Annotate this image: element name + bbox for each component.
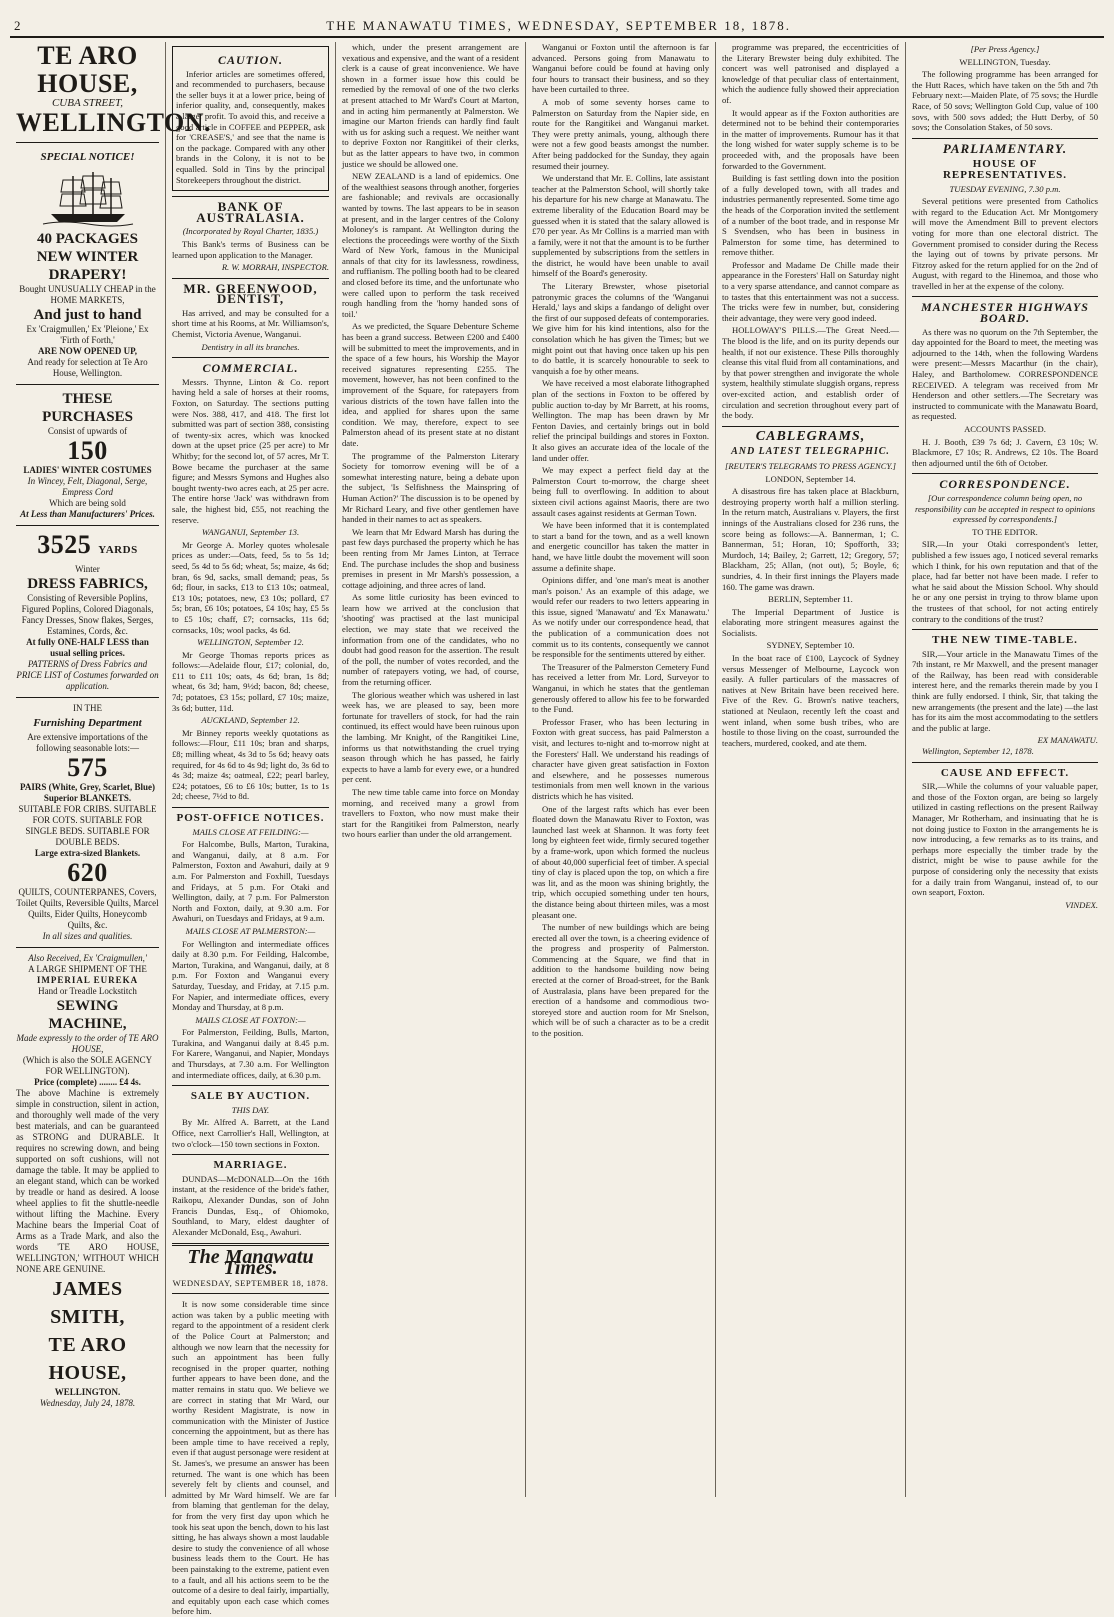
shop-street: CUBA STREET, — [51, 97, 124, 109]
marriage-text: DUNDAS—McDONALD—On the 16th instant, at the residence of the bride's father, Raikopu, Alexander Dundas, son of John Francis Dundas, Esq., of Ohiomoko, Southland, to Mary, eldest daughter of Alexander McDonald, Esq., Awahuri. — [172, 1173, 329, 1237]
mails-foxton: MAILS CLOSE AT FOXTON:— — [195, 1014, 306, 1025]
paper-title: The Manawatu Times. — [187, 1246, 314, 1279]
col4-article-2: A mob of some seventy horses came to Palmerston on Saturday from the Napier side, en route for the Rangitikei and Wanganui market. They were pretty animals, young, although there were not a few good beasts amongst the number. After being paddocked for the Sunday, they again resumed their journey. — [532, 96, 709, 171]
hand-treadle: Hand or Treadle Lockstitch — [38, 985, 137, 996]
col3-article-5: We learn that Mr Edward Marsh has during the past few days purchased the property which he has been renting from Mr James Linton, at Terrace End. The purchase includes the shop and business premises in present in Mr Marsh's possession, a cottage adjoining, and three acres of land. — [342, 526, 519, 590]
caution-text: Inferior articles are sometimes offered, and recommended to purchasers, because the seller buys it at a lower price, being of inferior quality, and, consequently, makes a larger profit. To avoid this, and receive a good article in COFFEE and PEPPER, ask for 'CREASE'S,' and see that the name is on the package. Compared with any other brands in the Colony, it is not to be equalled. Sold in Tins by the principal Storekeepers throughout the district. — [176, 68, 325, 185]
house-heading: HOUSE OF REPRESENTATIVES. — [942, 158, 1068, 181]
col5-article-2: It would appear as if the Foxton authorities are determined not to be behind their contemporaries in the matter of improvements. Rumour has it that the long wished for water supply scheme is to be proceeded with, and the proposals have been forwarded to the Government. — [722, 107, 899, 171]
cablegrams-heading: CABLEGRAMS, — [755, 428, 866, 444]
column-3 — [336, 42, 526, 1497]
col4-article-3: We understand that Mr. E. Collins, late assistant teacher at the Palmerston School, will shortly take his departure for his new charge at Manawatu. The extreme liberality of the Education Board may be guessed when it is stated that the salary allowed is £70 per year. As Mr Collins is a married man with a family, were it not that the amount is to be further supplemented by subscriptions from the settlers in the district, he would have been unable to avail himself of the Board's generosity. — [532, 173, 709, 279]
wanganui-dateline: WANGANUI, September 13. — [201, 527, 300, 538]
col4-article-12: The number of new buildings which are being erected all over the town, is a cheering evidence of the progress and prosperity of Palmerston. Commencing at the Square, we find that in addition to the handsome building now being erected at the corner of Broad-street, for the Bank of Australasia, plans have been prepared for the erection of a handsome and commodious two-storeyed store and auction room for Mr Snelson, which will be of such a character as to be a credit to the position. — [532, 922, 709, 1039]
col3-article-4: The programme of the Palmerston Literary Society for tomorrow evening will be of a somewhat interesting nature, being a debate upon the subject, 'Is Selfishness the Mainspring of Human Action?' The discussion is to be opened by Mr Richard Leary, and five other gentlemen have handed in their names to act as speakers. — [342, 450, 519, 525]
sale-heading: SALE BY AUCTION. — [190, 1090, 311, 1103]
bought-cheap: Bought UNUSUALLY CHEAP in the HOME MARKETS, — [19, 283, 156, 305]
proprietor-name: JAMES SMITH, — [50, 1277, 125, 1328]
patterns-notice: PATTERNS of Dress Fabrics and PRICE LIST of Costumes forwarded on application. — [16, 658, 159, 691]
mails-feilding-text: For Halcombe, Bulls, Marton, Turakina, and Wanganui, daily, at 8 a.m. For Palmerston, Foxton and Awahuri, daily at 9 a.m. For Palmerston and Foxhill, Tuesdays and Fridays, at 5 p.m. For Otaki and Wellington, daily, at 7 p.m. For Palmerston North and Foxton, daily, at 9.30 a.m. For Awahuri, on Tuesdays and Fridays, at 9 a.m. — [172, 839, 329, 924]
parliamentary-heading: PARLIAMENTARY. — [942, 140, 1068, 156]
col3-article-8: The new time table came into force on Monday morning, and received many a growl from travellers to Foxton, who now must make their start for the Rangitikei from Palmerston, nearly two hours earlier than under the old arrangement. — [342, 786, 519, 840]
machine-description: The above Machine is extremely simple in construction, silent in action, and thoroughly well made of the very best materials, and can be guaranteed as STRONG and DURABLE. It requires no screwing down, and being supported on soft cushions, will not damage the table. It may be applied to an elegant stand, which can be worked by treadle or hand as desired. A loose wheel applies to fit the shuttle-needle without lifting the Machine. Every Machine bears the Imperial Coat of Arms as a Trade Mark, and also the words 'TE ARO HOUSE, WELLINGTON,' WITHOUT WHICH NONE ARE GENUINE. — [16, 1087, 159, 1274]
quilts: QUILTS, COUNTERPANES, Covers, Toilet Quilts, Reversible Quilts, Marcel Quilts, Eider Quilts, Honeycomb Quilts, &c. — [16, 886, 159, 930]
ad-date: Wednesday, July 24, 1878. — [39, 1397, 136, 1408]
machine-price: £4 4s. — [119, 1076, 141, 1087]
column-4 — [526, 42, 716, 1497]
masthead-title: THE MANAWATU TIMES, WEDNESDAY, SEPTEMBER 18, 1878. — [326, 18, 791, 33]
proprietor-house: TE ARO HOUSE, — [48, 1333, 127, 1384]
reuters-note: [REUTER'S TELEGRAMS TO PRESS AGENCY.] — [725, 460, 896, 471]
bank-charter: (Incorporated by Royal Charter, 1835.) — [182, 226, 319, 237]
yards-label: YARDS — [98, 543, 138, 556]
cause-text: SIR,—While the columns of your valuable paper, and those of the Foxton organ, are being so largely utilized in casting reflections on the present Railway Manager, Mr Rotherham, and insinuating that he is not doing justice to Foxton in the arrangements he is now introducing, a few remarks as to its trains, and perhaps more especially the timber trade by the district, might be wise to pause awhile for the purpose of considering only the necessity that exists for a daily train from Wanganui, instead of, to our own seaport, Foxton. — [912, 781, 1098, 898]
correspondence-heading: CORRESPONDENCE. — [939, 477, 1071, 492]
col5-article-4: Professor and Madame De Chille made their appearance in the Foresters' Hall on Saturday night to a very sparse attendance, and cannot compare as to tastes that this entertainment was not a success. The tricks were few in number, but, considering their advantage, they were very good indeed. — [722, 259, 899, 323]
col4-article-11: One of the largest rafts which has ever been floated down the Manawatu River to Foxton, was launched last week at Shannon. It was forty feet long by eighteen feet wide, firmly secured together by a frame-work, upon which formed the nucleus of about 40,000 superficial feet of timber. A special tiny of clay is placed upon the top, on which a fire was lit, and as the moon was shining brightly, the trip, which occupied something under ten hours, the distance being about thirteen miles, was a most pleasant one. — [532, 803, 709, 920]
ships-list: Ex 'Craigmullen,' Ex 'Pleione,' Ex 'Firth of Forth,' — [26, 323, 149, 345]
commercial-heading: COMMERCIAL. — [202, 361, 299, 376]
costume-fabrics: In Wincey, Felt, Diagonal, Serge, Empress Cord — [27, 475, 148, 497]
purchases-heading: THESE PURCHASES — [42, 390, 133, 425]
ready-for-selection: And ready for selection at Te Aro House, Wellington. — [27, 356, 148, 378]
sale-subheading: THIS DAY. — [231, 1104, 270, 1115]
berlin-dateline: BERLIN, September 11. — [768, 594, 853, 605]
press-agency: [Per Press Agency.] — [970, 44, 1040, 54]
col5-article-1: programme was prepared, the eccentricities of the Literary Brewster being duly exhibited. The concert was well patronised and displayed a knowledge of that peculiar class of entertainment, which the audience fully showed their appreciation of. — [722, 42, 899, 105]
col4-article-6: We may expect a perfect field day at the Palmerston Court to-morrow, the charge sheet being full to overflowing. In addition to about sixteen civil actions against Maoris, there are two assault cases against residents at German Town. — [532, 465, 709, 518]
blanket-sizes: SUITABLE FOR CRIBS. SUITABLE FOR COTS. SUITABLE FOR SINGLE BEDS. SUITABLE FOR DOUBLE BEDS. — [18, 803, 157, 847]
mails-feilding: MAILS CLOSE AT FEILDING:— — [192, 826, 309, 837]
in-the: IN THE — [72, 702, 103, 713]
shop-city: WELLINGTON. — [16, 107, 212, 137]
price-label: Price (complete) — [34, 1076, 97, 1087]
post-office-heading: POST-OFFICE NOTICES. — [176, 812, 325, 824]
yards-number: 3525 — [37, 529, 92, 559]
paper-date: WEDNESDAY, SEPTEMBER 18, 1878. — [172, 1277, 329, 1288]
large-blankets: Large extra-sized Blankets. — [34, 847, 141, 858]
ladies-costumes: LADIES' WINTER COSTUMES — [23, 464, 152, 475]
tuesday-evening: TUESDAY EVENING, 7.30 p.m. — [949, 183, 1061, 194]
caution-heading: CAUTION. — [217, 53, 283, 67]
importations: Are extensive importations of the following seasonable lots:— — [27, 731, 148, 753]
consist-of: Consist of upwards of — [47, 425, 128, 436]
quilts-number: 620 — [67, 857, 108, 887]
less-than-manufacturers: At Less than Manufacturers' Prices. — [20, 508, 155, 519]
timetable-heading: THE NEW TIME-TABLE. — [932, 634, 1078, 647]
dress-fabrics: DRESS FABRICS, — [27, 575, 148, 592]
sailing-ship-illustration — [43, 170, 133, 226]
commercial-text: Messrs. Thynne, Linton & Co. report having held a sale of horses at their rooms, Foxton, on Saturday. The sections putting were Nos. 388, 417, and 418. The first lot submitted was part of section 388, consisting of twenty-six acres, which was knocked down at the upset price (25 per acre) to Mr Whitby; for the second lot, of 57 acres, Mr T. Bowe became the purchaser at the same figure; and Messrs Symons and Hughes also bought twenty-two acres each, at 25 per acre. The entire horse 'Jack' was withdrawn from sale, the highest bid, £55, not reaching the reserve. — [172, 376, 329, 525]
col3-article-6: As some little curiosity has been evinced to learn how we arrived at the conclusion that 'shooting' was practised at the last municipal election, we may state that we received the information from one of the candidates, who no doubt had good reason for the assertion. The result of the poll, the number of votes recorded, and the number of ratepayers voting, we had, of course, from the returning officer. — [342, 592, 519, 688]
col4-article-4: The Literary Brewster, whose pisetorial patronymic graces the columns of the 'Wanganui Herald,' lays and skips a fandango of delight over the first of our supposed defeats of contemporaries. We give him for his kind intentions, also for the consolation which he has given the Times; but we might point out that having once taken up his pen to do battle, it is scarcely honourable to seek to vanquish a foe by other means. — [532, 281, 709, 376]
sizes-qualities: In all sizes and qualities. — [42, 930, 133, 941]
correspondence-note: [Our correspondence column being open, no responsibility can be accepted in respect to opinions expressed by correspondents.] — [914, 492, 1096, 525]
cause-signature: VINDEX. — [1065, 899, 1098, 910]
packages-label: PACKAGES — [55, 230, 138, 247]
blankets: PAIRS (White, Grey, Scarlet, Blue) Superior BLANKETS. — [20, 781, 155, 803]
house-text: Several petitions were presented from Catholics with regard to the Education Act. Mr Montgomery will move the Amendment Bill to prevent electors voting for more than one electoral district. The Government promised to consider during the Recess the laying out of towns by private persons. Mr Fitzroy asked for the return applied for on the 2nd of August, with regard to the Hinemoa, and those who travelled in her at the expense of the colony. — [912, 196, 1098, 291]
bank-heading: BANK OF AUSTRALASIA. — [196, 199, 305, 225]
column-2 — [166, 42, 336, 1617]
winter-label: Winter — [75, 563, 100, 574]
accounts-heading: ACCOUNTS PASSED. — [964, 424, 1046, 434]
packages-number: 40 — [37, 230, 52, 247]
col3-article-1: which, under the present arrangement are vexatious and expensive, and the want of a resident clerk is a cause of great inconvenience. We have shown in a former issue how this could be remedied by the removal of one of the two clerks at present attached to Mr Ward's Court at Marton, and in acting him permanently at Palmerston. We imagine our Marton friends can hardly find fault with us for asking such a request. We neither want to deprive Foxton nor Rangitikei of their clerks, but as the latter appears to have two, in common justice we should be allowed one. — [342, 42, 519, 169]
auckland-prices: Mr Binney reports weekly quotations as follows:—Flour, £11 10s; bran and sharps, £8; milling wheat, 4s 3d to 5s 6d; heavy oats required, for 4s 6d to 4s 9d; light do, 3s 6d to 4s 3d; maize 4s; oatmeal, £22; pearl barley, £24; potatoes, £6 to £6 10s; butter, 1s to 1s 2d; cheese, 7½d to 8d. — [172, 727, 329, 802]
manchester-text: As there was no quorum on the 7th September, the day appointed for the Board to meet, the meeting was adjourned to the 14th, when the following Wardens were present:—Messrs Macarthur (in the chair), Haley, and Bartholomew. CORRESPONDENCE RECEIVED. A telegram was received from Mr Henderson and other settlers.—The Secretary was instructed to communicate with the Manawatu Board, as requested. — [912, 326, 1098, 422]
pairs-number: 575 — [67, 752, 108, 782]
bank-signature: R. W. MORRAH, INSPECTOR. — [221, 262, 329, 273]
large-shipment: A LARGE SHIPMENT OF THE — [28, 963, 147, 974]
sole-agency: (Which is also the SOLE AGENCY FOR WELLINGTON). — [22, 1054, 153, 1076]
also-received: Also Received, Ex 'Craigmullen,' — [28, 952, 147, 963]
marriage-heading: MARRIAGE. — [213, 1159, 288, 1172]
masthead-spacer — [1096, 18, 1100, 34]
sydney-text: In the boat race of £100, Laycock of Sydney versus Messenger of Melbourne, Laycock won easily. A fuller particulars of the massacres of natives at New Britain have been received here. Five of the Rev. G. Brown's native teachers, stationed at Neulaon, recently left the coast and went inland, when some bush tribes, who are hostile to those living on the coast, surrounded the teachers, murdered, cooked, and ate them. — [722, 653, 899, 748]
auckland-dateline: AUCKLAND, September 12. — [201, 715, 300, 726]
column-6 — [906, 42, 1104, 1497]
fabrics-consisting: Consisting of Reversible Poplins, Figured Poplins, Colored Diagonals, Fancy Dresses, Snow flakes, Serges, Estamines, Cords, &c. — [21, 592, 154, 636]
col3-article-2: NEW ZEALAND is a land of epidemics. One of the wealthiest seasons through another, forgeries are fashionable; and revivals are occasionally wanted by towns. The last appears to be in season at present, and in the larger centres of the Colony Moloney's is rampant. At Wellington during the elections the proceedings were worthy of the Sixth Ward of New York, famous in the Municipal annals of that city for its lawlessness, rowdiness, and ruffianism. The polling booth had to be cleared and closed before its time, and the unfortunate who were called upon to perform the task received rough handling from the 'horny handed sons of toil.' — [342, 171, 519, 319]
col4-article-8: Opinions differ, and 'one man's meat is another man's poison.' As an example of this adage, we would refer our readers to two letters appearing in this issue, signed 'Manawatu' and 'Ex Manawatu.' As we notify under our correspondence head, that the publication of a communication does not commit us to its contents, consequently we cannot be responsible for the sentiments uttered by either. — [532, 575, 709, 660]
col4-article-1: Wanganui or Foxton until the afternoon is far advanced. Persons going from Manawatu to Wanganui before could be found at having only four hours to transact their business, and so they have been curtailed to three. — [532, 42, 709, 95]
special-notice: SPECIAL NOTICE! — [40, 150, 135, 163]
col5-article-5: HOLLOWAY'S PILLS.—The Great Need.—The blood is the life, and on its purity depends our health, if not our existence. These Pills thoroughly cleanse this vital fluid from all contaminations, and by that power strengthen and invigorate the whole system, healthily stimulate sluggish organs, repress over-excited action, and establish order of circulation and secretion throughout every part of the body. — [722, 325, 899, 421]
dentistry-branches: Dentistry in all its branches. — [201, 341, 300, 352]
mails-palmerston-text: For Wellington and intermediate offices daily at 8.30 p.m. For Feilding, Halcombe, Marton, Turakina, and Wanganui, daily, at 8 p.m. For Foxton and Wanganui every Saturday, Tuesday, and Friday, at 7.15 p.m. For Napier, and intermediate offices, every Monday and Thursday, at 8 p.m. — [172, 938, 329, 1013]
london-dateline: LONDON, September 14. — [765, 473, 856, 484]
col3-article-7: The glorious weather which was ushered in last week has, we are pleased to say, been more fortunate for travellers of stock, for had the rain continued, its effect would have been ruinous upon the lambing. Mr Knight, of the Rangitikei Line, informs us that notwithstanding the cruel trying season through which he has passed, he fairly expects to have a lamb for every ewe, or a hundred per cent. — [342, 689, 519, 785]
timetable-text: SIR,—Your article in the Manawatu Times of the 7th instant, re Mr Maxwell, and the present manager of the Railway, has been read with considerable interest here, and the remarks therein made by you I think are fully endorsed. I think, Sir, that taking the new arrangements (the present and the late) —the last has for its aim the most accommodating to the settlers and the public at large. — [912, 648, 1098, 733]
dentist-text: Has arrived, and may be consulted for a short time at his Rooms, at Mr. Williamson's, Chemist, Victoria Avenue, Wanganui. — [172, 307, 329, 340]
wanganui-prices: Mr George A. Morley quotes wholesale prices as under:—Oats, feed, 5s to 5s 1d; seed, 5s 4d to 5s 6d; wheat, 5s; maize, 4s 6d; bran, 6s 9d, sacks, small demand; peas, 5s 6d; flour, in sacks, £13 to £13 10s; oatmeal, £13 10s; potatoes, new, £3 10s; pollard, £7 5s; bran, £6 10s; potatoes, £4 10s; hay, £5 5s to £5 10s; chaff, £7; cornsacks, 11s 6d; cornsacks, 10s; wool packs, 4s 6d. — [172, 539, 329, 635]
col4-article-10: Professor Fraser, who has been lecturing in Foxton with great success, has paid Palmerston a visit, and lectures to-night and to-morrow night at the Foresters' Hall. We understand his readings of character have given great satisfaction in Foxton and elsewhere, and he possesses numerous testimonials from men well known in the various districts which he has visited. — [532, 716, 709, 801]
mails-foxton-text: For Palmerston, Feilding, Bulls, Marton, Turakina, and Wanganui daily at 8.45 p.m. For Karere, Wanganui, and Napier, Mondays and Thursdays, at 7.30 a.m. For Wellington and intermediate offices, daily, at 6.30 p.m. — [172, 1027, 329, 1080]
made-expressly: Made expressly to the order of TE ARO HOUSE, — [16, 1032, 159, 1054]
sewing-machine: SEWING MACHINE, — [48, 997, 127, 1032]
column-te-aro-house-ad: TE ARO HOUSE, CUBA STREET, WELLINGTON. SPECIAL NOTICE! 40 PACKAGES NEW WINTER DRAPERY! Bought UNUSUALLY CHEAP in the HOME MARKETS, And just to hand Ex 'Craigmullen,' Ex 'Pleione,' Ex 'Firth of Forth,' ARE NOW OPENED UP, And ready for selection at Te Aro House, Wellington. THESE PURCHASES Consist of upwards of 150 LADIES' WINTER COSTUMES In Wincey, Felt, Diagonal, Serge, Empress Cord Which are being sold At Less than Manufacturers' Prices. 3525 YARDS Winter DRESS FABRICS, Consisting of Reversible Poplins, Figured Poplins, Colored Diagonals, Fancy Dresses, Snow flakes, Serges, Estamines, Cords, &c. At fully ONE-HALF LESS than usual selling prices. PATTERNS of Dress Fabrics and PRICE LIST of Costumes forwarded on application. IN THE Furnishing Department Are extensive importations of the following seasonable lots:— 575 PAIRS (White, Grey, Scarlet, Blue) Superior BLANKETS. SUITABLE FOR CRIBS. SUITABLE FOR COTS. SUITABLE FOR SINGLE BEDS. SUITABLE FOR DOUBLE BEDS. Large extra-sized Blankets. 620 QUILTS, COUNTERPANES, Covers, Toilet Quilts, Reversible Quilts, Marcel Quilts, Eider Quilts, Honeycomb Quilts, &c. In all sizes and qualities. Also Received, Ex 'Craigmullen,' A LARGE SHIPMENT OF THE IMPERIAL EUREKA Hand or Treadle Lockstitch SEWING MACHINE, Made expressly to the order of TE ARO HOUSE, (Which is also the SOLE AGENCY FOR WELLINGTON). Price (complete) ........ £4 4s. The above Machine is extremely simple in construction, silent in action, and thoroughly well made of the very best materials, and can be guaranteed as STRONG and DURABLE. It requires no screwing down, and being supported on soft cushions, will not damage the table. It may be applied to an elegant stand, which can be worked by treadle or hand as desired. A loose wheel applies to fit the shuttle-needle without lifting the Machine. Every Machine bears the Imperial Coat of Arms as a Trade Mark, and also the words 'TE ARO HOUSE, WELLINGTON,' WITHOUT WHICH NONE ARE GENUINE. JAMES SMITH, TE ARO HOUSE, WELLINGTON. Wednesday, July 24, 1878. — [10, 42, 166, 1497]
masthead — [10, 8, 1104, 38]
opened-up: ARE NOW OPENED UP, — [37, 345, 137, 356]
page-number: 2 — [14, 18, 21, 33]
wellington-dateline: WELLINGTON, September 12. — [197, 637, 304, 648]
editorial-text: It is now some considerable time since action was taken by a public meeting with regard to the appointment of a resident clerk of the Police Court at Palmerston; and although we now learn that the necessity for such an appointment has been fully recognised in the proper quarter, nothing further appears to have been done, and the matter remains in statu quo. We believe we are correct in stating that Mr Ward, our worthy Resident Magistrate, is now in communication with the Minister of Justice concerning the appointment, but as there has been ample time to have received a reply, even if that august personage were resident at St. James's, we presume an answer has been returned. The want is one which has been severely felt by clients and counsel, and admitted by Mr Ward himself. We are far from blaming that gentleman for the delay, for from the very first day upon which he took his seat upon the bench, down to his last sitting, he has always shown a most laudable desire to study the convenience of all whose business leads them to the Court. He has been painstaking to the extreme, patient even to a fault, and all his actions seem to be the outcome of a desire to deal fairly, impartially, and equitably upon each case which comes before him. — [172, 1299, 329, 1617]
col4-article-7: We have been informed that it is contemplated to start a band for the town, and as a well known and energetic councillor has taken the matter in hand, we have little doubt the movement will soon assume a definite shape. — [532, 520, 709, 573]
telegraphic-heading: AND LATEST TELEGRAPHIC. — [731, 446, 890, 458]
col5-article-3: Building is fast settling down into the position of a fully developed town, with all trades and industries permanently represented. Some time ago the heads of the Corporation invited the settlement of a number of the boot trade, and in response Mr S Svendsen, who has been in business in Palmerston for some time, has determined to remove thither. — [722, 173, 899, 258]
half-less: At fully ONE-HALF LESS than usual selling prices. — [26, 636, 149, 658]
just-to-hand: And just to hand — [33, 306, 142, 323]
imperial-eureka: IMPERIAL EUREKA — [36, 974, 139, 985]
bank-text: This Bank's terms of Business can be learned upon application to the Manager. — [172, 238, 329, 260]
berlin-text: The Imperial Department of Justice is elaborating more stringent measures against the Socialists. — [722, 606, 899, 638]
dentist-heading: MR. GREENWOOD, DENTIST, — [183, 280, 318, 307]
mails-palmerston: MAILS CLOSE AT PALMERSTON:— — [185, 925, 316, 936]
furnishing-department: Furnishing Department — [33, 716, 142, 729]
wellington-tuesday: WELLINGTON, Tuesday. — [959, 56, 1051, 67]
being-sold: Which are being sold — [49, 497, 126, 508]
column-5 — [716, 42, 906, 1497]
col3-article-3: As we predicted, the Square Debenture Scheme has been a grand success. Between £200 and £400 will be submitted to meet the improvements, and in the space of a few hours, his Worship the Mayor received signatures representing £255. The movement, however, has not been confined to the improvement of the Square, for ratepayers from various districts of the town have fallen into the idea, and applied for shares upon the same condition. We may, therefore, expect to see Palmerston ahead of its present state at no distant date. — [342, 321, 519, 448]
shop-name: TE ARO HOUSE, — [37, 41, 138, 98]
accounts-text: H. J. Booth, £39 7s 6d; J. Cavern, £3 10s; W. Blackmore, £7 10s; R. Andrews, £2 10s. The Board then adjourned until the 6th of October. — [912, 436, 1098, 468]
hutt-races: The following programme has been arranged for the Hutt Races, which have taken on the 5th and 7th February next:—Maiden Plate, of 75 sovs; the Hurdle Race, of 50 sovs; Wellington Gold Cup, value of 100 sovs, with 500 sovs added; the Hutt Derby, of 50 sovs; the Consolation Stakes, of 50 sovs. — [912, 69, 1098, 133]
proprietor-city: WELLINGTON. — [54, 1386, 121, 1397]
sydney-dateline: SYDNEY, September 10. — [766, 640, 855, 651]
wellington-prices: Mr George Thomas reports prices as follows:—Adelaide flour, £17; colonial, do, £11 to £11 10s; oats, 4s 6d; bran, 1s 8d; wheat, 6s 3d; ham, 9½d; bacon, 8d; cheese, 7d; potatoes, £3 15s; pollard, £7 10s; maize, 3s 6d; butter, 11d. — [172, 649, 329, 713]
col4-article-5: We have received a most elaborate lithographed plan of the sections in Foxton to be offered by public auction to-day by Mr Barrett, at his rooms, Wellington. The map has been drawn by Mr Fenton Davies, and certainly brings out in bold relief the principal buildings and stores in Foxton. It also gives an accurate idea of the locale of the land under offer. — [532, 378, 709, 463]
manchester-heading: MANCHESTER HIGHWAYS BOARD. — [921, 300, 1089, 326]
to-editor-1: TO THE EDITOR. — [972, 526, 1038, 537]
timetable-signature: EX MANAWATU. — [1037, 735, 1098, 746]
timetable-date: Wellington, September 12, 1878. — [922, 746, 1034, 757]
costumes-number: 150 — [67, 435, 108, 465]
winter-drapery: NEW WINTER DRAPERY! — [36, 248, 139, 283]
col4-article-9: The Treasurer of the Palmerston Cemetery Fund has received a letter from Mr. Lord, Surveyor to Wanganui, in which he states that the gentleman generously offered to allow his fee to be forwarded to the Fund. — [532, 661, 709, 715]
sale-text: By Mr. Alfred A. Barrett, at the Land Office, next Carrollier's Hall, Wellington, at two o'clock—150 town sections in Foxton. — [172, 1117, 329, 1149]
letter-1-text: SIR,—In your Otaki correspondent's letter, published a few issues ago, I noticed several remarks which I think, for his own reputation and that of the place, had far better not have been made. I refer to what he said about the Mission School. Why should he or any one persist in trying to throw blame upon the trustees of that school, for not acting entirely contrary to the conditions of the trust? — [912, 539, 1098, 624]
london-text: A disastrous fire has taken place at Blackburn, destroying property worth half a million sterling. In the return match, Australians v. Players, the first innings of the Australians closed for 236 runs, the score being as follows:—A. Bannerman, 1; C. Bannerman, 51; Horan, 10; Spofforth, 33; Murdoch, 14; Bailey, 2; Garrett, 12; Gregory, 57; Blackham, 25; Allan, (not out), 5; Boyle, 6; sundries, 4. In their first innings the Players made 160. The game was drawn. — [722, 486, 899, 592]
cause-heading: CAUSE AND EFFECT. — [940, 766, 1070, 779]
